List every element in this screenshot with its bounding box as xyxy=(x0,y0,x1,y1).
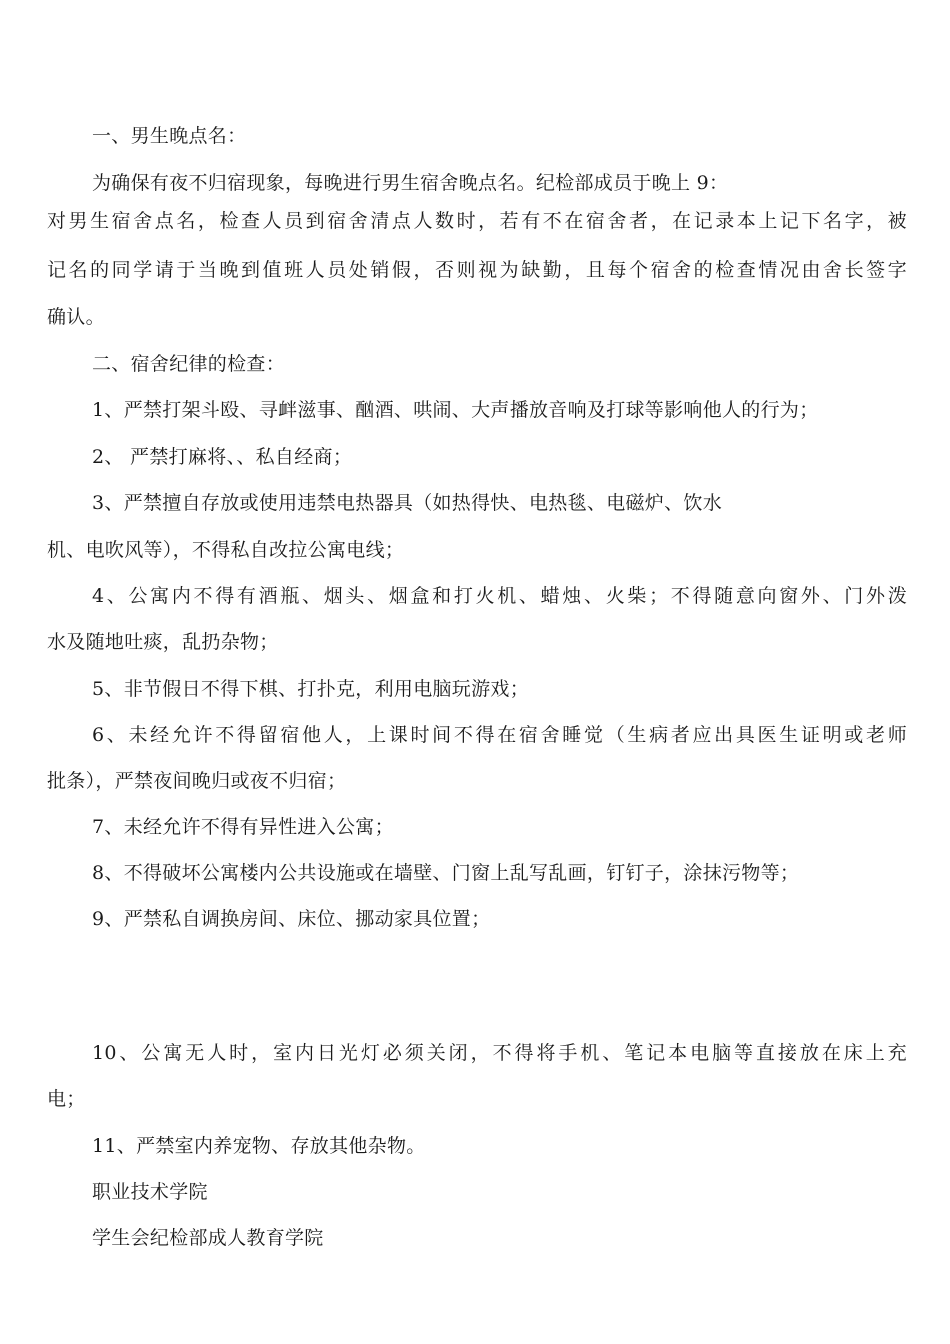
rule-9: 9、严禁私自调换房间、床位、挪动家具位置； xyxy=(92,908,491,930)
rule-7: 7、未经允许不得有异性进入公寓； xyxy=(92,816,394,838)
rule-8: 8、不得破坏公寓楼内公共设施或在墙壁、门窗上乱写乱画，钉钉子，涂抹污物等； xyxy=(92,862,800,884)
rule-10-line-1: 10、公寓无人时，室内日光灯必须关闭，不得将手机、笔记本电脑等直接放在床上充 xyxy=(92,1042,907,1064)
rule-2: 2、 严禁打麻将、、私自经商； xyxy=(92,446,353,468)
rule-4-line-1: 4、公寓内不得有酒瓶、烟头、烟盒和打火机、蜡烛、火柴；不得随意向窗外、门外泼 xyxy=(92,585,907,607)
rule-5: 5、非节假日不得下棋、打扑克，利用电脑玩游戏； xyxy=(92,678,529,700)
signature-line-2: 学生会纪检部成人教育学院 xyxy=(92,1227,324,1249)
rule-1: 1、严禁打架斗殴、寻衅滋事、酗酒、哄闹、大声播放音响及打球等影响他人的行为； xyxy=(92,399,819,421)
rule-6-line-1: 6、未经允许不得留宿他人，上课时间不得在宿舍睡觉（生病者应出具医生证明或老师 xyxy=(92,724,907,746)
rule-11: 11、严禁室内养宠物、存放其他杂物。 xyxy=(92,1135,426,1157)
rule-3-line-2: 机、电吹风等），不得私自改拉公寓电线； xyxy=(47,539,405,561)
rule-4-line-2: 水及随地吐痰，乱扔杂物； xyxy=(47,631,279,653)
section1-heading: 一、男生晚点名： xyxy=(92,125,247,147)
section1-paragraph-line-4: 确认。 xyxy=(47,306,105,328)
rule-3-line-1: 3、严禁擅自存放或使用违禁电热器具（如热得快、电热毯、电磁炉、饮水 xyxy=(92,492,722,514)
section1-paragraph-line-2: 对男生宿舍点名，检查人员到宿舍清点人数时，若有不在宿舍者，在记录本上记下名字，被 xyxy=(47,210,907,232)
rule-10-line-2: 电； xyxy=(47,1088,86,1110)
section1-paragraph-line-1: 为确保有夜不归宿现象，每晚进行男生宿舍晚点名。纪检部成员于晚上 9： xyxy=(92,172,729,194)
section2-heading: 二、宿舍纪律的检查： xyxy=(92,353,286,375)
signature-line-1: 职业技术学院 xyxy=(92,1181,208,1203)
rule-6-line-2: 批条），严禁夜间晚归或夜不归宿； xyxy=(47,770,347,792)
section1-paragraph-line-3: 记名的同学请于当晚到值班人员处销假，否则视为缺勤，且每个宿舍的检查情况由舍长签字 xyxy=(47,259,907,281)
